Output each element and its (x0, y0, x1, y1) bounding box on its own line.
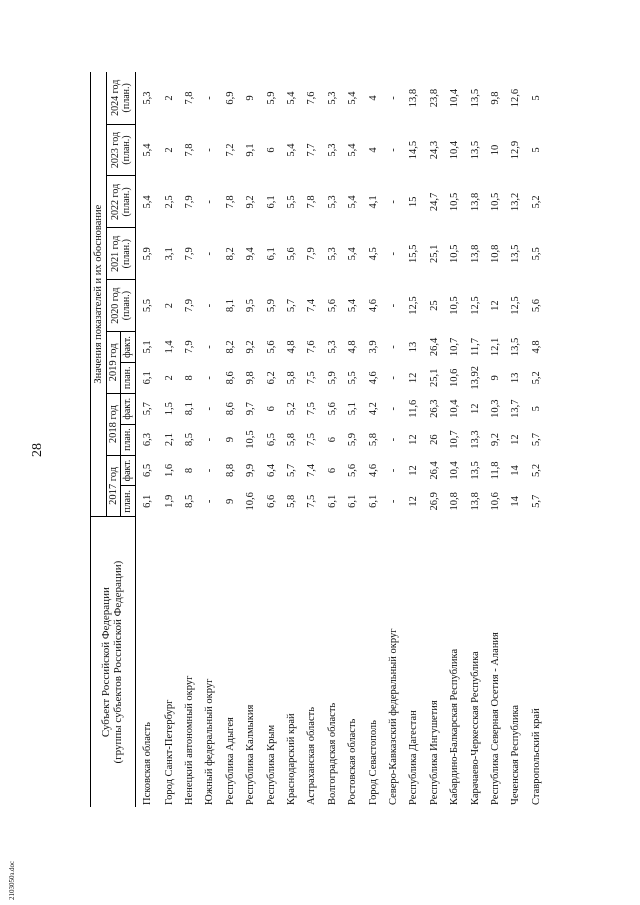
value-cell: - (204, 345, 216, 349)
value-cell: 5,9 (265, 299, 277, 313)
value-cell: 6,6 (265, 494, 277, 508)
value-cell: 11,7 (469, 337, 481, 356)
table-row (363, 72, 383, 807)
value-cell: 26,4 (428, 337, 440, 357)
value-cell: 13,5 (469, 140, 481, 160)
value-cell: 9 (224, 436, 236, 443)
table-row (485, 72, 505, 807)
value-cell: 12 (408, 434, 420, 445)
value-cell: 4,8 (530, 340, 542, 354)
table-row (526, 72, 546, 807)
value-cell: 6,1 (265, 247, 277, 261)
value-cell: 5 (530, 406, 542, 412)
value-cell: 13,8 (469, 244, 481, 263)
region-name-cell: Карачаево-Черкесская Республика (469, 651, 481, 805)
value-cell: 6,1 (141, 494, 153, 508)
value-cell: 8,5 (184, 494, 196, 508)
value-cell: 6,1 (367, 494, 379, 508)
value-cell: 5,4 (286, 91, 298, 105)
year-2019-header: 2019 год (107, 332, 121, 394)
value-cell: 5,6 (530, 299, 542, 313)
region-name-cell: Псковская область (141, 722, 153, 805)
value-cell: - (204, 499, 216, 504)
value-cell: 5,2 (530, 463, 542, 478)
region-name-cell: Город Севастополь (367, 720, 379, 805)
plan-paren-label: (план.) (121, 239, 132, 269)
value-cell: 8,8 (224, 463, 236, 478)
value-cell: 13 (510, 372, 522, 384)
value-cell: 12 (469, 403, 481, 414)
value-cell: 26,4 (428, 461, 440, 480)
value-cell: 9 (245, 95, 257, 101)
value-cell: 8,2 (224, 247, 236, 261)
fact-subheader: факт. (121, 393, 136, 424)
value-cell: 5,2 (530, 371, 542, 385)
value-cell: 5,4 (347, 247, 359, 261)
region-name-cell: Республика Северная Осетия - Алания (489, 632, 501, 805)
value-cell: 5,4 (141, 195, 153, 209)
value-cell: 6,1 (326, 494, 338, 508)
value-cell: 12 (510, 434, 522, 445)
year-2023-label: 2023 год (110, 131, 121, 169)
table-row (444, 72, 464, 807)
value-cell: 8,6 (224, 402, 236, 416)
value-cell: 24,7 (428, 192, 440, 212)
value-cell: 2,5 (163, 195, 175, 209)
value-cell: - (387, 376, 399, 380)
value-cell: 7,5 (306, 371, 318, 385)
value-cell: 4,5 (367, 247, 379, 261)
value-cell: 8,1 (184, 402, 196, 416)
value-cell: 4,6 (367, 463, 379, 478)
plan-paren-label: (план.) (121, 83, 132, 113)
value-cell: 5,4 (347, 143, 359, 157)
value-cell: 6,9 (224, 91, 236, 105)
value-cell: 5,4 (141, 143, 153, 157)
value-cell: 12,5 (408, 296, 420, 315)
table-row (343, 72, 363, 807)
indicators-table (90, 72, 546, 807)
value-cell: - (387, 437, 399, 442)
table-row (465, 72, 485, 807)
value-cell: 10 (489, 144, 501, 156)
value-cell: 14,5 (408, 140, 420, 160)
value-cell: 1,5 (163, 402, 175, 416)
plan-subheader: план. (121, 424, 136, 455)
table-row (136, 72, 160, 807)
value-cell: 7,9 (184, 247, 196, 261)
page-number: 28 (30, 443, 45, 457)
region-name-cell: Республика Крым (265, 724, 277, 805)
value-cell: 12,6 (510, 88, 522, 108)
value-cell: 2 (163, 375, 175, 381)
value-cell: 7,5 (306, 402, 318, 416)
value-cell: 13,7 (510, 399, 522, 418)
value-cell: 10,6 (489, 492, 501, 511)
value-cell: 5,6 (326, 402, 338, 416)
value-cell: 5,1 (347, 402, 359, 416)
value-cell: 8,6 (224, 371, 236, 385)
value-cell: 1,9 (163, 494, 175, 508)
value-cell: - (387, 345, 399, 349)
value-cell: 4,2 (367, 402, 379, 416)
value-cell: 2,1 (163, 433, 175, 447)
value-cell: 25,1 (428, 244, 440, 263)
value-cell: 7,8 (184, 91, 196, 105)
value-cell: 7,5 (306, 494, 318, 508)
value-cell: 25 (428, 300, 440, 311)
value-cell: 5,6 (326, 299, 338, 313)
value-cell: 5,3 (326, 247, 338, 261)
region-name-cell: Республика Адыгея (224, 717, 236, 805)
value-cell: 8 (184, 375, 196, 381)
value-cell: 5,9 (326, 371, 338, 385)
table-row (506, 72, 526, 807)
value-cell: 6 (265, 147, 277, 153)
value-cell: 4,8 (347, 340, 359, 354)
value-cell: 7,4 (306, 463, 318, 478)
value-cell: 7,5 (306, 433, 318, 447)
values-group-header: Значения показателей и их обоснование (91, 72, 107, 517)
table-row (302, 72, 322, 807)
year-2018-header: 2018 год (107, 393, 121, 455)
value-cell: 9,8 (489, 91, 501, 105)
value-cell: 10,4 (449, 399, 461, 418)
value-cell: 9,4 (245, 247, 257, 261)
region-name-cell: Волгоградская область (326, 702, 338, 805)
value-cell: 10,5 (449, 192, 461, 212)
value-cell: 5,3 (141, 91, 153, 105)
value-cell: 5 (530, 95, 542, 101)
value-cell: 10,8 (449, 492, 461, 511)
value-cell: 15,5 (408, 244, 420, 263)
value-cell: 5,5 (141, 299, 153, 313)
region-name-cell: Южный федеральный округ (204, 678, 216, 805)
value-cell: 5,2 (286, 402, 298, 416)
value-cell: 9,2 (245, 340, 257, 354)
region-name-cell: Республика Дагестан (408, 710, 420, 805)
value-cell: 5,4 (286, 143, 298, 157)
region-name-cell: Северо-Кавказский федеральный округ (387, 628, 399, 805)
value-cell: 26,3 (428, 399, 440, 418)
region-name-cell: Краснодарский край (286, 713, 298, 805)
value-cell: 4 (367, 147, 379, 153)
value-cell: 5,3 (326, 340, 338, 354)
value-cell: 9,8 (245, 371, 257, 385)
value-cell: 1,4 (163, 340, 175, 354)
value-cell: 5,9 (347, 433, 359, 447)
region-name-cell: Ростовская область (347, 718, 359, 805)
value-cell: 9,1 (245, 143, 257, 157)
value-cell: 5,8 (367, 433, 379, 447)
value-cell: 10,6 (245, 492, 257, 511)
region-name-cell: Астраханская область (306, 707, 318, 805)
value-cell: 10,7 (449, 430, 461, 449)
value-cell: 5,7 (530, 433, 542, 447)
value-cell: 8 (184, 467, 196, 474)
value-cell: 14 (510, 465, 522, 476)
value-cell: - (204, 437, 216, 442)
value-cell: 10,5 (245, 430, 257, 449)
year-2023-header (107, 124, 136, 176)
value-cell: - (204, 252, 216, 256)
value-cell: 10,8 (489, 244, 501, 263)
value-cell: 8,2 (224, 340, 236, 354)
value-cell: 10,5 (449, 244, 461, 263)
year-2017-header: 2017 год (107, 455, 121, 517)
value-cell: 5,7 (286, 463, 298, 478)
region-name-cell: Республика Ингушетия (428, 700, 440, 805)
table-row (200, 72, 220, 807)
value-cell: 24,3 (428, 140, 440, 160)
plan-subheader: план. (121, 486, 136, 517)
value-cell: 10,4 (449, 140, 461, 160)
value-cell: 7,4 (306, 299, 318, 313)
year-2021-header (107, 228, 136, 280)
value-cell: 6,1 (141, 371, 153, 385)
value-cell: 5,6 (347, 463, 359, 478)
subject-header-subtitle: (группы субъектов Российской Федерации) (112, 560, 124, 764)
value-cell: 5,8 (286, 494, 298, 508)
value-cell: 5,7 (286, 299, 298, 313)
table-row (404, 72, 424, 807)
value-cell: 5,7 (530, 494, 542, 508)
year-2020-label: 2020 год (110, 287, 121, 324)
value-cell: 4,6 (367, 371, 379, 385)
value-cell: 6,4 (265, 463, 277, 478)
value-cell: 5,3 (326, 91, 338, 105)
value-cell: 9,9 (245, 463, 257, 478)
value-cell: 2 (163, 147, 175, 153)
value-cell: 3,9 (367, 340, 379, 354)
value-cell: 15 (408, 196, 420, 208)
year-2021-label: 2021 год (110, 235, 121, 272)
plan-paren-label: (план.) (121, 290, 132, 321)
value-cell: 25,1 (428, 368, 440, 388)
year-2024-header (107, 72, 136, 124)
value-cell: - (387, 499, 399, 504)
value-cell: 5,4 (347, 195, 359, 209)
value-cell: 7,9 (184, 340, 196, 354)
table-body (136, 72, 547, 807)
value-cell: 5,5 (530, 247, 542, 261)
value-cell: 5,5 (347, 371, 359, 385)
value-cell: - (387, 406, 399, 411)
value-cell: 9,2 (489, 433, 501, 447)
value-cell: 12 (408, 372, 420, 384)
value-cell: 12,5 (510, 296, 522, 315)
value-cell: 1,6 (163, 463, 175, 478)
value-cell: 7,7 (306, 143, 318, 157)
value-cell: 9,7 (245, 402, 257, 416)
value-cell: 11,6 (408, 399, 420, 418)
value-cell: 10,6 (449, 368, 461, 388)
value-cell: 6,5 (265, 433, 277, 447)
value-cell: 11,8 (489, 461, 501, 480)
value-cell: - (204, 148, 216, 152)
value-cell: - (204, 303, 216, 308)
value-cell: 8,1 (224, 299, 236, 313)
year-2022-header (107, 176, 136, 228)
value-cell: 7,9 (184, 299, 196, 313)
value-cell: 13,2 (510, 192, 522, 212)
value-cell: 5,7 (141, 402, 153, 416)
value-cell: 13,5 (510, 244, 522, 263)
value-cell: 2 (163, 95, 175, 101)
table-row (220, 72, 240, 807)
value-cell: - (387, 148, 399, 152)
value-cell: 13,8 (469, 492, 481, 511)
value-cell: 5,5 (286, 195, 298, 209)
value-cell: 6,3 (141, 433, 153, 447)
year-2024-label: 2024 год (110, 79, 121, 116)
plan-paren-label: (план.) (121, 135, 132, 165)
table-row (281, 72, 301, 807)
value-cell: 4,6 (367, 299, 379, 313)
value-cell: 5,1 (141, 340, 153, 354)
region-name-cell: Кабардино-Балкарская Республика (449, 648, 461, 805)
value-cell: 13,8 (469, 192, 481, 212)
value-cell: 6,1 (347, 494, 359, 508)
value-cell: 9 (224, 498, 236, 504)
value-cell: 9,2 (245, 195, 257, 209)
rotated-table-container (90, 72, 610, 807)
table-row (179, 72, 199, 807)
value-cell: 5,8 (286, 433, 298, 447)
value-cell: 10,5 (449, 296, 461, 315)
value-cell: 5,6 (286, 247, 298, 261)
value-cell: 10,5 (489, 192, 501, 212)
value-cell: 4,1 (367, 195, 379, 209)
value-cell: 26 (428, 434, 440, 445)
value-cell: 5,4 (347, 91, 359, 105)
value-cell: 5,8 (286, 371, 298, 385)
region-name-cell: Ненецкий автономный округ (184, 675, 196, 805)
value-cell: 12,1 (489, 337, 501, 357)
table-row (383, 72, 403, 807)
value-cell: 9,5 (245, 299, 257, 313)
value-cell: 5,3 (326, 143, 338, 157)
value-cell: - (204, 406, 216, 411)
value-cell: 7,8 (306, 195, 318, 209)
value-cell: 5,4 (347, 299, 359, 313)
footer-file-code: 2103050з.doc (8, 860, 16, 900)
value-cell: - (387, 200, 399, 204)
value-cell: 5,3 (326, 195, 338, 209)
value-cell: 7,2 (224, 143, 236, 157)
value-cell: 5 (530, 147, 542, 153)
year-2022-label: 2022 год (110, 183, 121, 220)
value-cell: 6,5 (141, 463, 153, 478)
fact-subheader: факт. (121, 332, 136, 363)
value-cell: 14 (510, 496, 522, 507)
region-name-cell: Ставропольский край (530, 708, 542, 805)
value-cell: - (204, 376, 216, 380)
value-cell: 7,8 (224, 195, 236, 209)
table-row (322, 72, 342, 807)
table-row (261, 72, 281, 807)
value-cell: 7,8 (184, 143, 196, 157)
value-cell: - (204, 468, 216, 473)
value-cell: 23,8 (428, 88, 440, 108)
value-cell: 6,2 (265, 371, 277, 385)
year-2020-header (107, 280, 136, 332)
value-cell: 5,6 (265, 340, 277, 354)
value-cell: 2 (163, 302, 175, 309)
value-cell: 13,3 (469, 430, 481, 449)
value-cell: - (387, 468, 399, 473)
value-cell: 6 (326, 436, 338, 443)
subject-column-header (91, 517, 136, 807)
value-cell: 12 (408, 496, 420, 507)
plan-subheader: план. (121, 362, 136, 393)
value-cell: 12,5 (469, 296, 481, 315)
value-cell: 13,92 (469, 366, 481, 390)
value-cell: - (387, 303, 399, 308)
region-name-cell: Город Санкт-Петербург (163, 699, 175, 805)
value-cell: 5,2 (530, 195, 542, 209)
value-cell: 6,1 (265, 195, 277, 209)
fact-subheader: факт. (121, 455, 136, 486)
value-cell: 13,8 (408, 88, 420, 108)
table-row (159, 72, 179, 807)
subject-header-title: Субъект Российской Федерации (100, 587, 113, 738)
value-cell: 12 (489, 300, 501, 311)
value-cell: 12 (408, 465, 420, 476)
value-cell: - (204, 200, 216, 204)
value-cell: 10,7 (449, 337, 461, 357)
value-cell: 6 (265, 406, 277, 412)
value-cell: 10,4 (449, 461, 461, 480)
value-cell: 7,6 (306, 340, 318, 354)
value-cell: - (387, 252, 399, 256)
value-cell: 26,9 (428, 492, 440, 511)
region-name-cell: Республика Калмыкия (245, 704, 257, 805)
value-cell: 12,9 (510, 140, 522, 160)
value-cell: 7,9 (184, 195, 196, 209)
value-cell: 5,9 (141, 247, 153, 261)
table-row (241, 72, 261, 807)
value-cell: 9 (489, 375, 501, 381)
value-cell: 5,9 (265, 91, 277, 105)
value-cell: 10,4 (449, 88, 461, 108)
plan-paren-label: (план.) (121, 187, 132, 217)
value-cell: 7,9 (306, 247, 318, 261)
value-cell: 8,5 (184, 433, 196, 447)
value-cell: 4 (367, 95, 379, 101)
value-cell: 13,5 (510, 337, 522, 357)
value-cell: 13 (408, 341, 420, 353)
value-cell: 3,1 (163, 247, 175, 261)
table-row (424, 72, 444, 807)
value-cell: 4,8 (286, 340, 298, 354)
value-cell: 7,6 (306, 91, 318, 105)
value-cell: - (204, 96, 216, 100)
value-cell: 10,3 (489, 399, 501, 418)
region-name-cell: Чеченская Республика (510, 704, 522, 805)
value-cell: - (387, 96, 399, 100)
value-cell: 13,5 (469, 461, 481, 480)
value-cell: 13,5 (469, 88, 481, 108)
value-cell: 6 (326, 467, 338, 474)
